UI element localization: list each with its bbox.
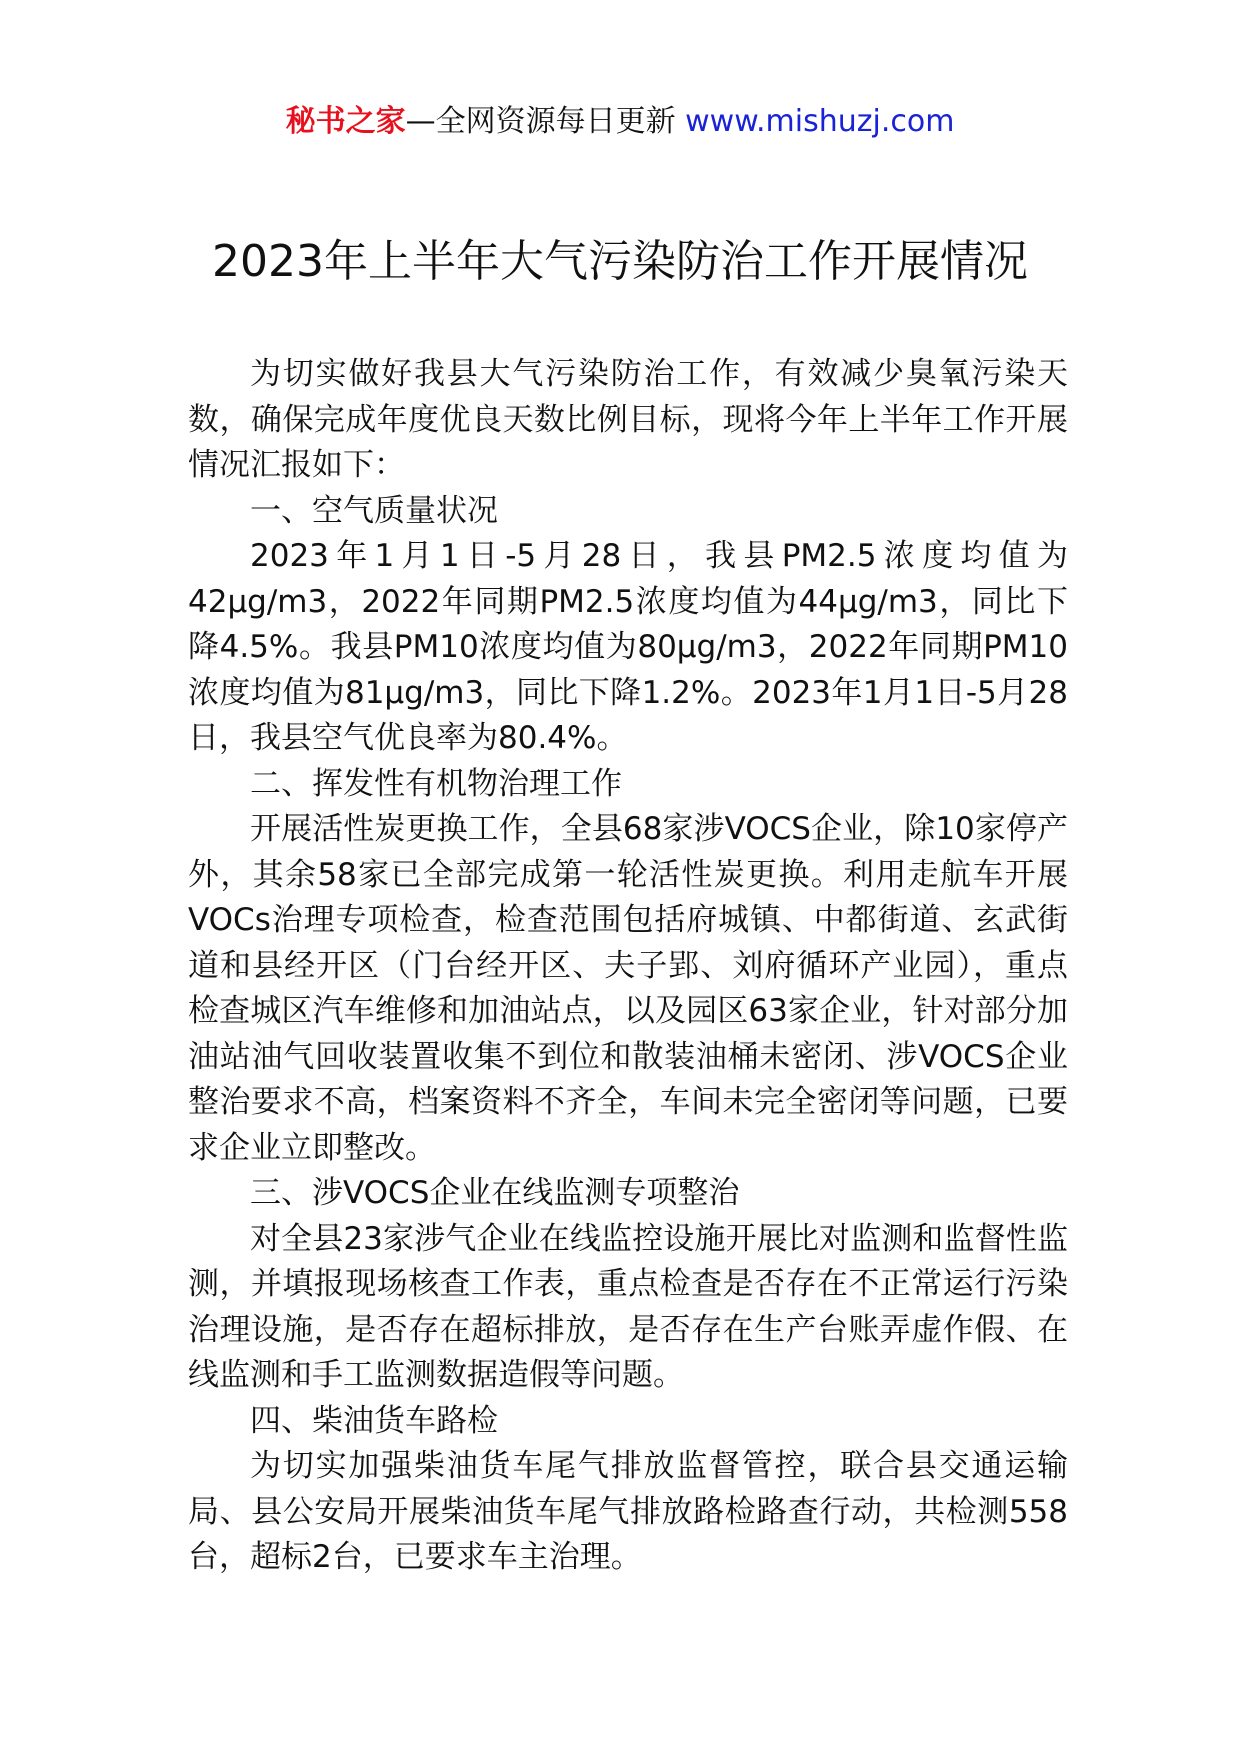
site-url-link[interactable]: www.mishuzj.com	[685, 104, 955, 139]
section-heading-air-quality: 一、空气质量状况	[250, 492, 498, 529]
document-title: 2023年上半年大气污染防治工作开展情况	[212, 236, 1028, 287]
document-body	[188, 352, 1068, 1581]
voc-treatment-paragraph: 开展活性炭更换工作，全县68家涉VOCS企业，除10家停产外，其余58家已全部完成第一轮活性炭更换。利用走航车开展VOCs治理专项检查，检查范围包括府城镇、中都街道、玄武街道和县经开区（门台经开区、夫子郢、刘府循环产业园），重点检查城区汽车维修和加油站点，以及园区63家企业，针对部分加油站油气回收装置收集不到位和散装油桶未密闭、涉VOCS企业整治要求不高，档案资料不齐全，车间未完全密闭等问题，已要求企业立即整改。	[188, 811, 1068, 1166]
site-name: 秘书之家	[285, 104, 406, 139]
air-quality-paragraph: 2023年1月1日-5月28日，我县PM2.5浓度均值为42μg/m3，2022年同期PM2.5浓度均值为44μg/m3，同比下降4.5%。我县PM10浓度均值为80μg/m3，2022年同期PM10浓度均值为81μg/m3，同比下降1.2%。2023年1月1日-5月28日，我县空气优良率为80.4%。	[188, 538, 1068, 756]
section-heading-online-monitoring: 三、涉VOCS企业在线监测专项整治	[250, 1175, 740, 1211]
site-banner	[0, 100, 1240, 144]
section-heading-diesel-truck: 四、柴油货车路检	[250, 1402, 498, 1439]
site-slogan: —全网资源每日更新	[405, 104, 676, 139]
section-heading-voc-treatment: 二、挥发性有机物治理工作	[250, 765, 622, 802]
intro-paragraph: 为切实做好我县大气污染防治工作，有效减少臭氧污染天数，确保完成年度优良天数比例目标，现将今年上半年工作开展情况汇报如下：	[188, 356, 1068, 483]
diesel-truck-paragraph: 为切实加强柴油货车尾气排放监督管控，联合县交通运输局、县公安局开展柴油货车尾气排放路检路查行动，共检测558台，超标2台，已要求车主治理。	[188, 1448, 1068, 1575]
online-monitoring-paragraph: 对全县23家涉气企业在线监控设施开展比对监测和监督性监测，并填报现场核查工作表，重点检查是否存在不正常运行污染治理设施，是否存在超标排放，是否存在生产台账弄虚作假、在线监测和手工监测数据造假等问题。	[188, 1220, 1068, 1393]
